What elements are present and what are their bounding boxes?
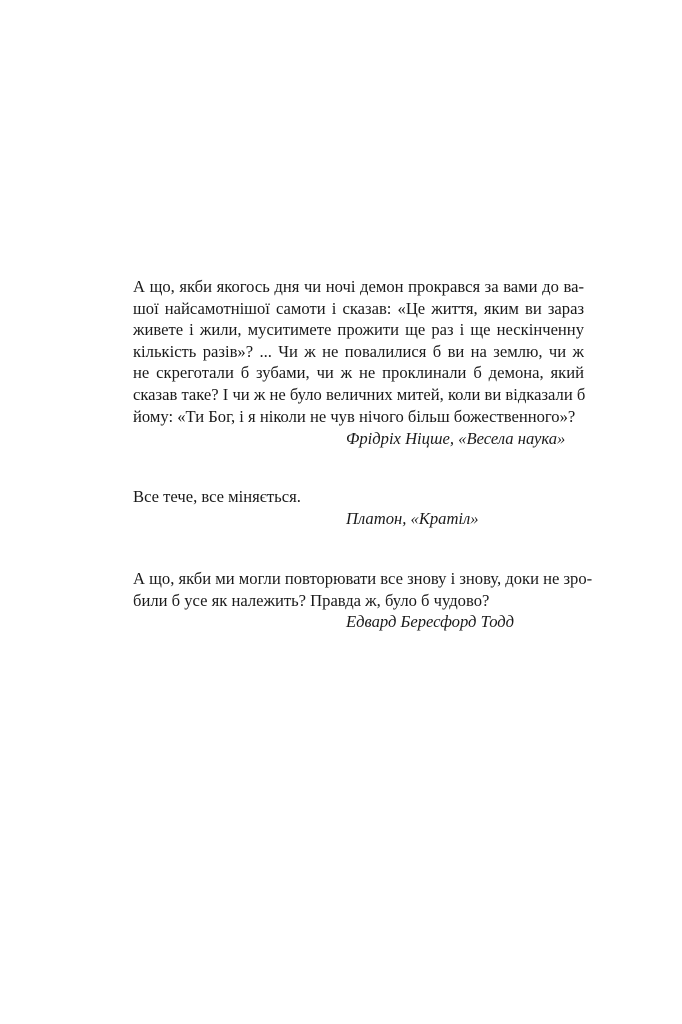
quote-line: били б усе як належить? Правда ж, було б чудово?: [133, 590, 490, 610]
epigraph-plato: [133, 486, 584, 508]
quote-line: Все тече, все міняється.: [133, 487, 301, 506]
quote-line: не скреготали б зубами, чи ж не проклинали б демона, який: [133, 363, 584, 383]
quote-line: йому: «Ти Бог, і я ніколи не чув нічого більш божественного»?: [133, 406, 576, 426]
attribution-todd: Едвард Бересфорд Тодд: [346, 612, 515, 631]
attribution-plato: Платон, «Кратіл»: [346, 509, 479, 528]
quote-line: кількість разів»? ... Чи ж не повалилися б ви на землю, чи ж: [133, 341, 584, 361]
quote-line: живете і жили, муситимете прожити ще раз і ще нескінченну: [133, 320, 584, 340]
quote-line: А що, якби якогось дня чи ночі демон прокрався за вами до ва-: [133, 277, 584, 296]
quote-line: сказав таке? І чи ж не було величних митей, коли ви відказали б: [133, 384, 586, 404]
quote-line: А що, якби ми могли повторювати все знову і знову, доки не зро-: [133, 569, 593, 588]
epigraph-nietzsche: [133, 276, 584, 427]
epigraph-todd: [133, 568, 593, 611]
quote-line: шої найсамотнішої самоти і сказав: «Це життя, яким ви зараз: [133, 298, 584, 318]
attribution-nietzsche: Фрідріх Ніцше, «Весела наука»: [346, 429, 566, 448]
